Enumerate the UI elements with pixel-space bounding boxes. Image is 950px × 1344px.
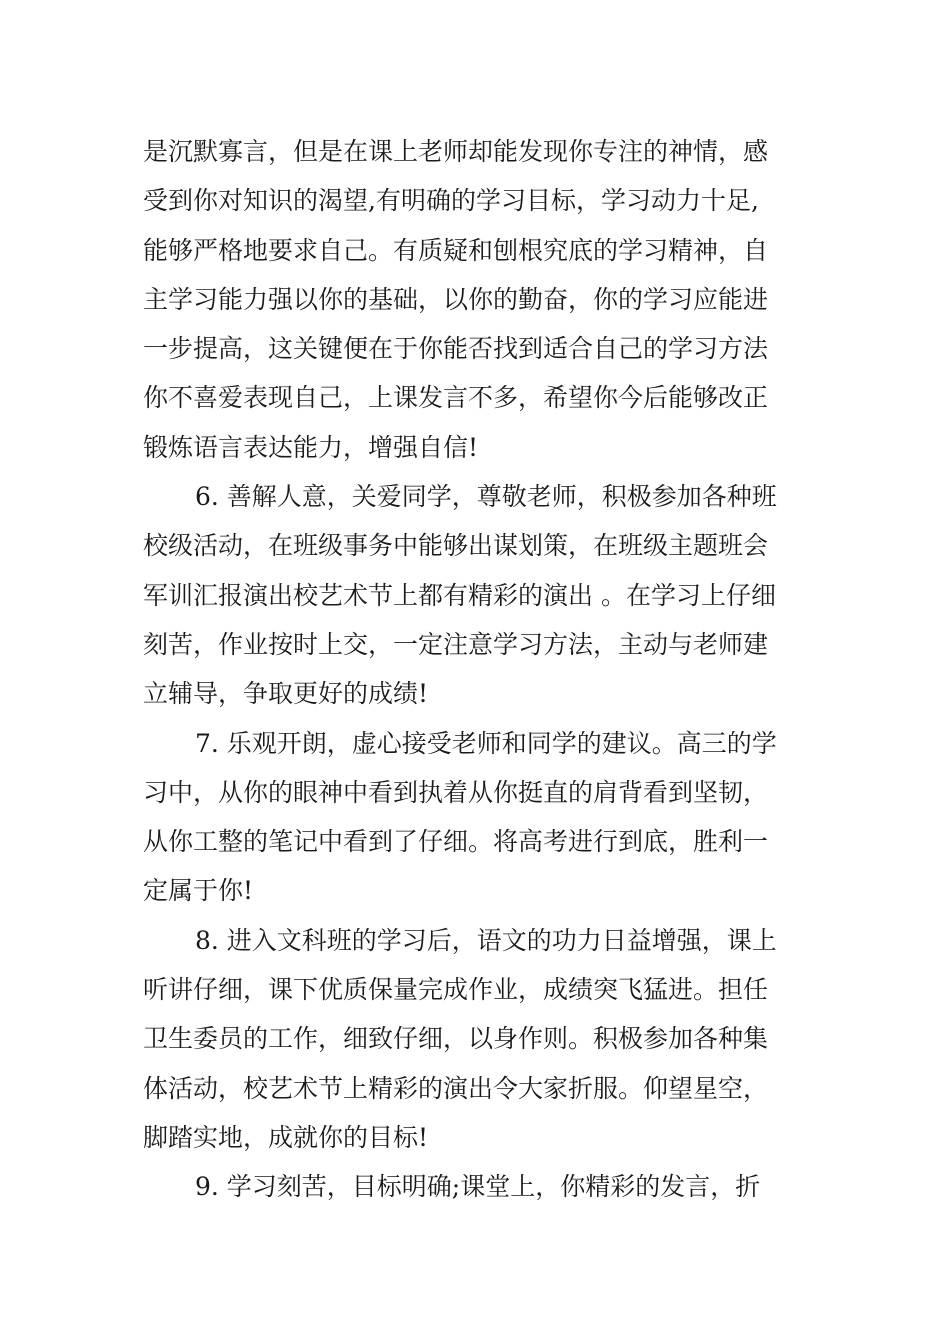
text-line: 你不喜爱表现自己，上课发言不多，希望你今后能够改正 [143, 383, 769, 413]
text-line: 锻炼语言表达能力，增强自信! [143, 432, 479, 462]
text-line: 定属于你! [143, 876, 254, 906]
text-line: 立辅导，争取更好的成绩! [143, 679, 429, 709]
document-body [143, 127, 808, 1212]
paragraph-start-6: 6. 善解人意，关爱同学，尊敬老师，积极参加各种班 [195, 482, 777, 512]
text-line: 听讲仔细，课下优质保量完成作业，成绩突飞猛进。担任 [143, 975, 769, 1005]
text-line: 体活动，校艺术节上精彩的演出令大家折服。仰望星空， [143, 1073, 769, 1103]
text-line: 校级活动，在班级事务中能够出谋划策，在班级主题班会 [143, 531, 769, 561]
text-line: 主学习能力强以你的基础，以你的勤奋，你的学习应能进 [143, 284, 769, 314]
paragraph-start-7: 7. 乐观开朗，虚心接受老师和同学的建议。高三的学 [195, 728, 777, 758]
text-line: 脚踏实地，成就你的目标! [143, 1122, 429, 1152]
text-line: 受到你对知识的渴望,有明确的学习目标，学习动力十足, [143, 186, 759, 216]
paragraph-start-9: 9. 学习刻苦，目标明确;课堂上，你精彩的发言，折 [195, 1172, 761, 1202]
paragraph-start-8: 8. 进入文科班的学习后，语文的功力日益增强，课上 [195, 925, 777, 955]
text-line: 是沉默寡言，但是在课上老师却能发现你专注的神情，感 [143, 137, 769, 166]
text-line: 刻苦，作业按时上交，一定注意学习方法，主动与老师建 [143, 629, 769, 659]
text-line: 从你工整的笔记中看到了仔细。将高考进行到底，胜利一 [143, 827, 769, 857]
text-line: 能够严格地要求自己。有质疑和刨根究底的学习精神，自 [143, 235, 769, 265]
text-line: 习中，从你的眼神中看到执着从你挺直的肩背看到坚韧， [143, 777, 769, 807]
text-line: 一步提高，这关键便在于你能否找到适合自己的学习方法 [143, 334, 769, 364]
text-line: 军训汇报演出校艺术节上都有精彩的演出 。在学习上仔细 [143, 580, 776, 610]
text-line: 卫生委员的工作，细致仔细，以身作则。积极参加各种集 [143, 1024, 769, 1054]
